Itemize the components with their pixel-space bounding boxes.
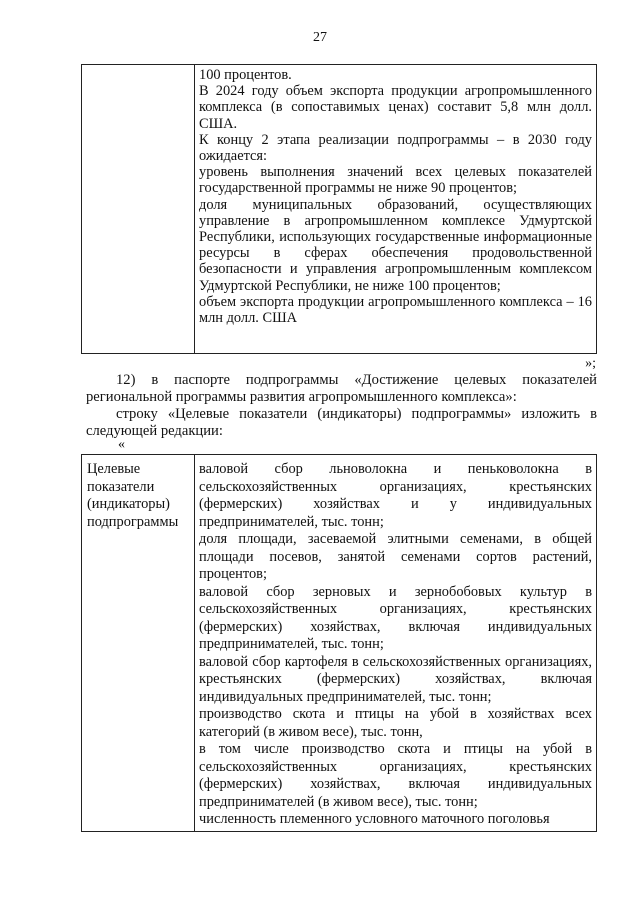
page-number: 27 [313,30,327,45]
paragraph-text: строку «Целевые показатели (индикаторы) подпрограммы» изложить в следующей редакции: [86,406,597,439]
indicator-item: производство скота и птицы на убой в хозяйствах всех категорий (в живом весе), тыс. тонн, [199,706,592,740]
opening-quote: « [118,437,125,452]
table-line: доля муниципальных образований, осуществляющих управление в агропромышленном комплексе Удмуртской Республики, использующих государственные информационные ресурсы в сферах обеспечения продовольственной безопасности и управления агропромышленным комплексом Удмуртской Республики, не ниже 100 процентов; [199,196,592,294]
paragraph-12 [86,372,597,406]
paragraph-row-instruction [86,406,597,440]
indicator-item: доля площади, засеваемой элитными семенами, в общей площади посевов, занятой семенами сортов растений, процентов; [199,531,592,582]
table-line: К концу 2 этапа реализации подпрограммы – в 2030 году ожидается: [199,131,592,165]
indicator-item: валовой сбор льноволокна и пеньковолокна в сельскохозяйственных организациях, крестьянских (фермерских) хозяйствах и у индивидуальных предпринимателей, тыс. тонн; [199,461,592,530]
indicator-item: валовой сбор зерновых и зернобобовых культур в сельскохозяйственных организациях, крестьянских (фермерских) хозяйствах, включая индивидуальных предпринимателей, тыс. тонн; [199,583,592,652]
column-divider [194,455,195,831]
table-line: 100 процентов. [199,67,292,83]
row-label: Целевые показатели (индикаторы) подпрограммы [87,461,179,530]
table-line: уровень выполнения значений всех целевых показателей государственной программы не ниже 90 процентов; [199,164,592,197]
target-indicators-table [81,454,597,832]
table-continued [81,64,597,354]
table-line: В 2024 году объем экспорта продукции агропромышленного комплекса (в сопоставимых ценах) составит 5,8 млн долл. США. [199,83,592,132]
table-cell-text [199,461,592,829]
table-cell-text [199,67,592,326]
indicator-item: численность племенного условного маточного поголовья [199,811,550,827]
table-line: объем экспорта продукции агропромышленного комплекса – 16 млн долл. США [199,293,592,327]
paragraph-text: 12) в паспорте подпрограммы «Достижение целевых показателей региональной программы развития агропромышленного комплекса»: [86,372,597,405]
indicator-item: в том числе производство скота и птицы на убой в сельскохозяйственных организациях, крестьянских (фермерских) хозяйствах, включая индивидуальных предпринимателей (в живом весе), тыс. тонн; [199,741,592,810]
column-divider [194,65,195,353]
indicator-item: валовой сбор картофеля в сельскохозяйственных организациях, крестьянских (фермерских) хозяйствах, включая индивидуальных предпринимателей, тыс. тонн; [199,653,592,705]
closing-quote: »; [585,356,596,371]
